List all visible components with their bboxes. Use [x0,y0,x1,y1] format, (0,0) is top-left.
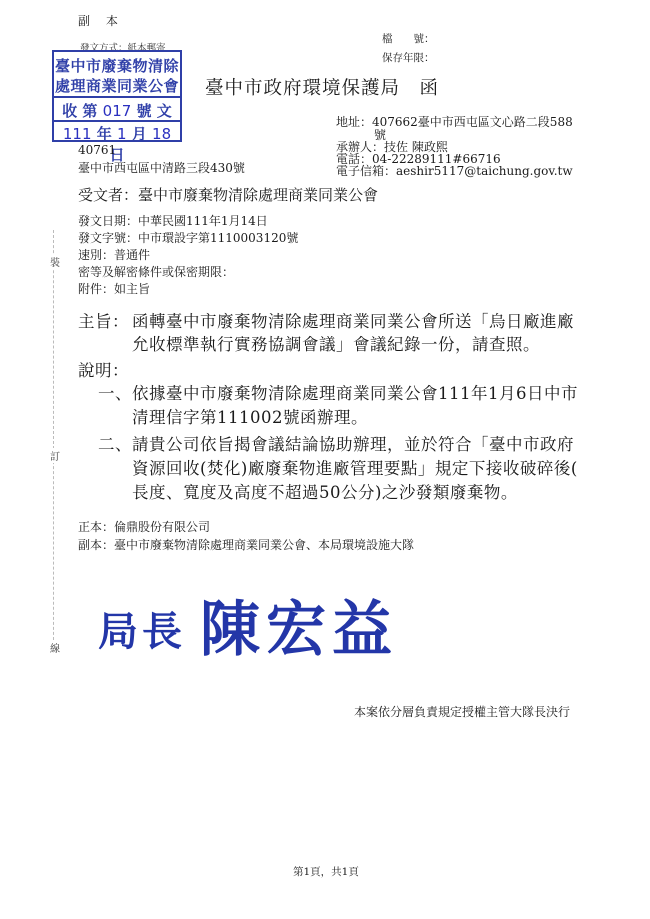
issue-number: 發文字號：中市環設字第1110003120號 [78,231,299,245]
signature-title: 局長 [98,609,186,655]
margin-mark-bind: 裝 [50,254,60,269]
margin-mark-line: 線 [50,640,60,655]
margin-mark-staple: 訂 [50,448,60,463]
send-method: 發文方式：紙本郵寄 [80,43,166,54]
binding-line [53,230,54,650]
original-recipient: 正本：倫鼎股份有限公司 [78,520,211,534]
recipient-postcode: 40761 [78,143,117,157]
email: 電子信箱：aeshir5117@taichung.gov.tw [336,164,573,178]
recipient: 受文者：臺中市廢棄物清除處理商業同業公會 [78,186,379,204]
item2-line2: 資源回收(焚化)廠廢棄物進廠管理要點」規定下接收破碎後( [132,459,578,478]
secrecy: 密等及解密條件或保密期限： [78,265,235,279]
issue-date: 發文日期：中華民國111年1月14日 [78,214,268,228]
copy-recipients: 副本：臺中市廢棄物清除處理商業同業公會、本局環境設施大隊 [78,538,415,552]
item1-line2: 清理信字第111002號函辦理。 [132,408,368,427]
item1-line1: 依據臺中市廢棄物清除處理商業同業公會111年1月6日中市 [132,384,578,403]
stamp-org-line2: 處理商業同業公會 [54,77,179,95]
explanation-label: 說明： [78,361,129,380]
file-no-label: 檔 號： [382,33,435,45]
item1-number: 一、 [98,384,132,403]
page-number: 第1頁，共1頁 [293,866,359,878]
stamp-receipt-date: 111 年 1 月 18 日 [62,125,172,164]
item2-line1: 請貴公司依旨揭會議結論協助辦理，並於符合「臺中市政府 [132,435,574,454]
handler: 承辦人：技佐 陳政熙 [336,140,448,154]
stamp-handwritten-number: 017 [102,102,132,120]
agency-title: 臺中市政府環境保護局 函 [205,78,440,99]
attachment: 附件：如主旨 [78,282,151,296]
speed: 速別：普通件 [78,248,151,262]
stamp-receipt-number: 收 第 017 號 文 [62,102,172,120]
recipient-address: 臺中市西屯區中清路三段430號 [78,161,245,175]
retention-label: 保存年限： [382,52,435,64]
delegation-note: 本案依分層負責規定授權主管大隊長決行 [354,705,571,719]
signature-name: 陳宏益 [200,595,398,665]
subject-line1: 函轉臺中市廢棄物清除處理商業同業公會所送「烏日廠進廠 [132,312,574,331]
stamp-org-line1: 臺中市廢棄物清除 [54,57,179,75]
item2-line3: 長度、寬度及高度不超過50公分)之沙發類廢棄物。 [132,483,518,502]
address-line2: 號 [374,128,387,142]
address-line1: 地址：407662臺中市西屯區文心路二段588 [336,115,573,129]
subject-label: 主旨： [78,312,129,331]
item2-number: 二、 [98,435,132,454]
copy-label: 副 本 [78,14,124,28]
subject-line2: 允收標準執行實務協調會議」會議紀錄一份，請查照。 [132,335,540,354]
phone: 電話：04-22289111#66716 [336,152,501,166]
